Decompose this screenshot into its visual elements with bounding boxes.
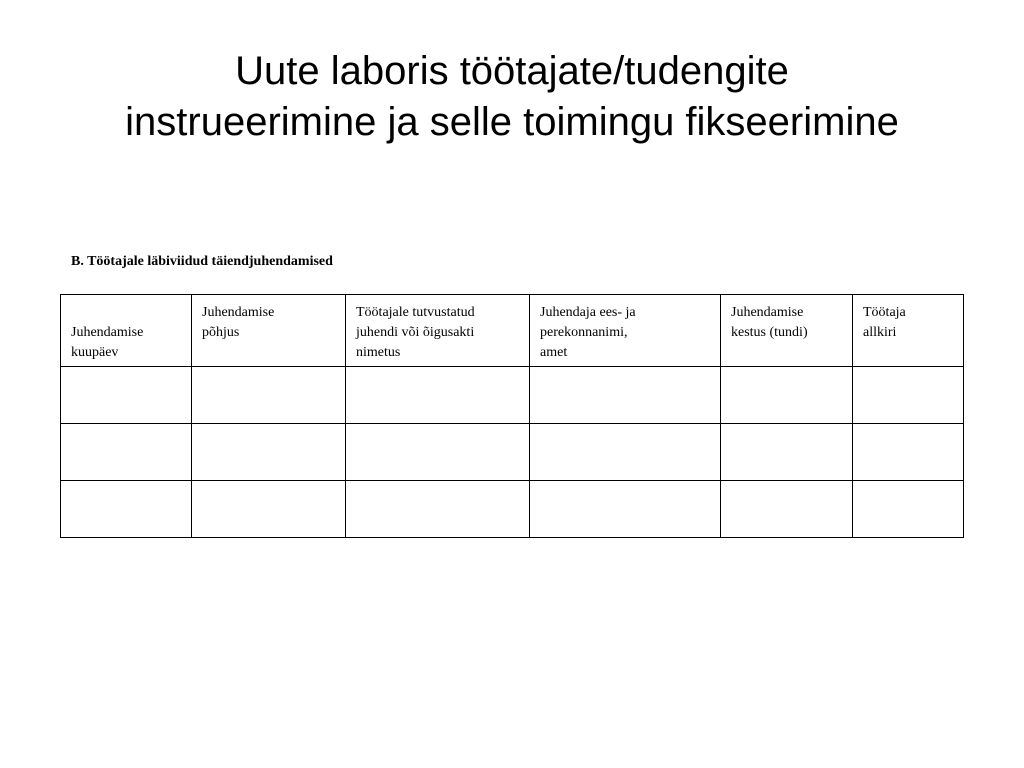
column-header-instruction-name-line-2: juhendi või õigusakti: [356, 325, 475, 340]
table-cell-signature: [853, 424, 964, 481]
column-header-reason-line-2: põhjus: [202, 325, 240, 340]
table-row: [61, 424, 964, 481]
section-heading: B. Töötajale läbiviidud täiendjuhendamised: [71, 254, 333, 269]
table-cell-reason: [192, 367, 346, 424]
column-header-signature-line-2: allkiri: [863, 325, 897, 340]
table-cell-instruction-name: [346, 481, 530, 538]
table-cell-instructor: [530, 367, 721, 424]
slide-title-line-2: instrueerimine ja selle toimingu fikseerimine: [125, 100, 899, 144]
slide-title: [0, 46, 1024, 148]
column-header-instruction-name-line-3: nimetus: [356, 345, 401, 360]
column-header-date-line-2: kuupäev: [71, 345, 119, 360]
table-cell-duration: [721, 481, 853, 538]
table-cell-reason: [192, 481, 346, 538]
slide-title-line-1: Uute laboris töötajate/tudengite: [235, 49, 789, 93]
column-header-duration-line-1: Juhendamise: [731, 305, 804, 320]
table-row: [61, 367, 964, 424]
column-header-duration-line-2: kestus (tundi): [731, 325, 808, 340]
table-cell-reason: [192, 424, 346, 481]
column-header-reason-line-1: Juhendamise: [202, 305, 275, 320]
column-header-instructor-line-3: amet: [540, 345, 568, 360]
table-cell-date: [61, 481, 192, 538]
column-header-signature: [853, 295, 964, 367]
column-header-instructor-line-1: Juhendaja ees- ja: [540, 305, 636, 320]
column-header-date-line-1: Juhendamise: [71, 325, 144, 340]
column-header-instruction-name-line-1: Töötajale tutvustatud: [356, 305, 475, 320]
column-header-reason: [192, 295, 346, 367]
table-cell-instructor: [530, 481, 721, 538]
supplementary-instruction-table: [60, 294, 964, 538]
table-cell-instruction-name: [346, 367, 530, 424]
table-cell-instructor: [530, 424, 721, 481]
column-header-date: [61, 295, 192, 367]
table-cell-signature: [853, 481, 964, 538]
table-cell-duration: [721, 367, 853, 424]
table-cell-signature: [853, 367, 964, 424]
table-cell-date: [61, 424, 192, 481]
table-cell-instruction-name: [346, 424, 530, 481]
column-header-instructor: [530, 295, 721, 367]
column-header-signature-line-1: Töötaja: [863, 305, 906, 320]
column-header-instruction-name: [346, 295, 530, 367]
table-header-row: [61, 295, 964, 367]
table-row: [61, 481, 964, 538]
table-cell-duration: [721, 424, 853, 481]
column-header-instructor-line-2: perekonnanimi,: [540, 325, 628, 340]
table-cell-date: [61, 367, 192, 424]
column-header-duration: [721, 295, 853, 367]
